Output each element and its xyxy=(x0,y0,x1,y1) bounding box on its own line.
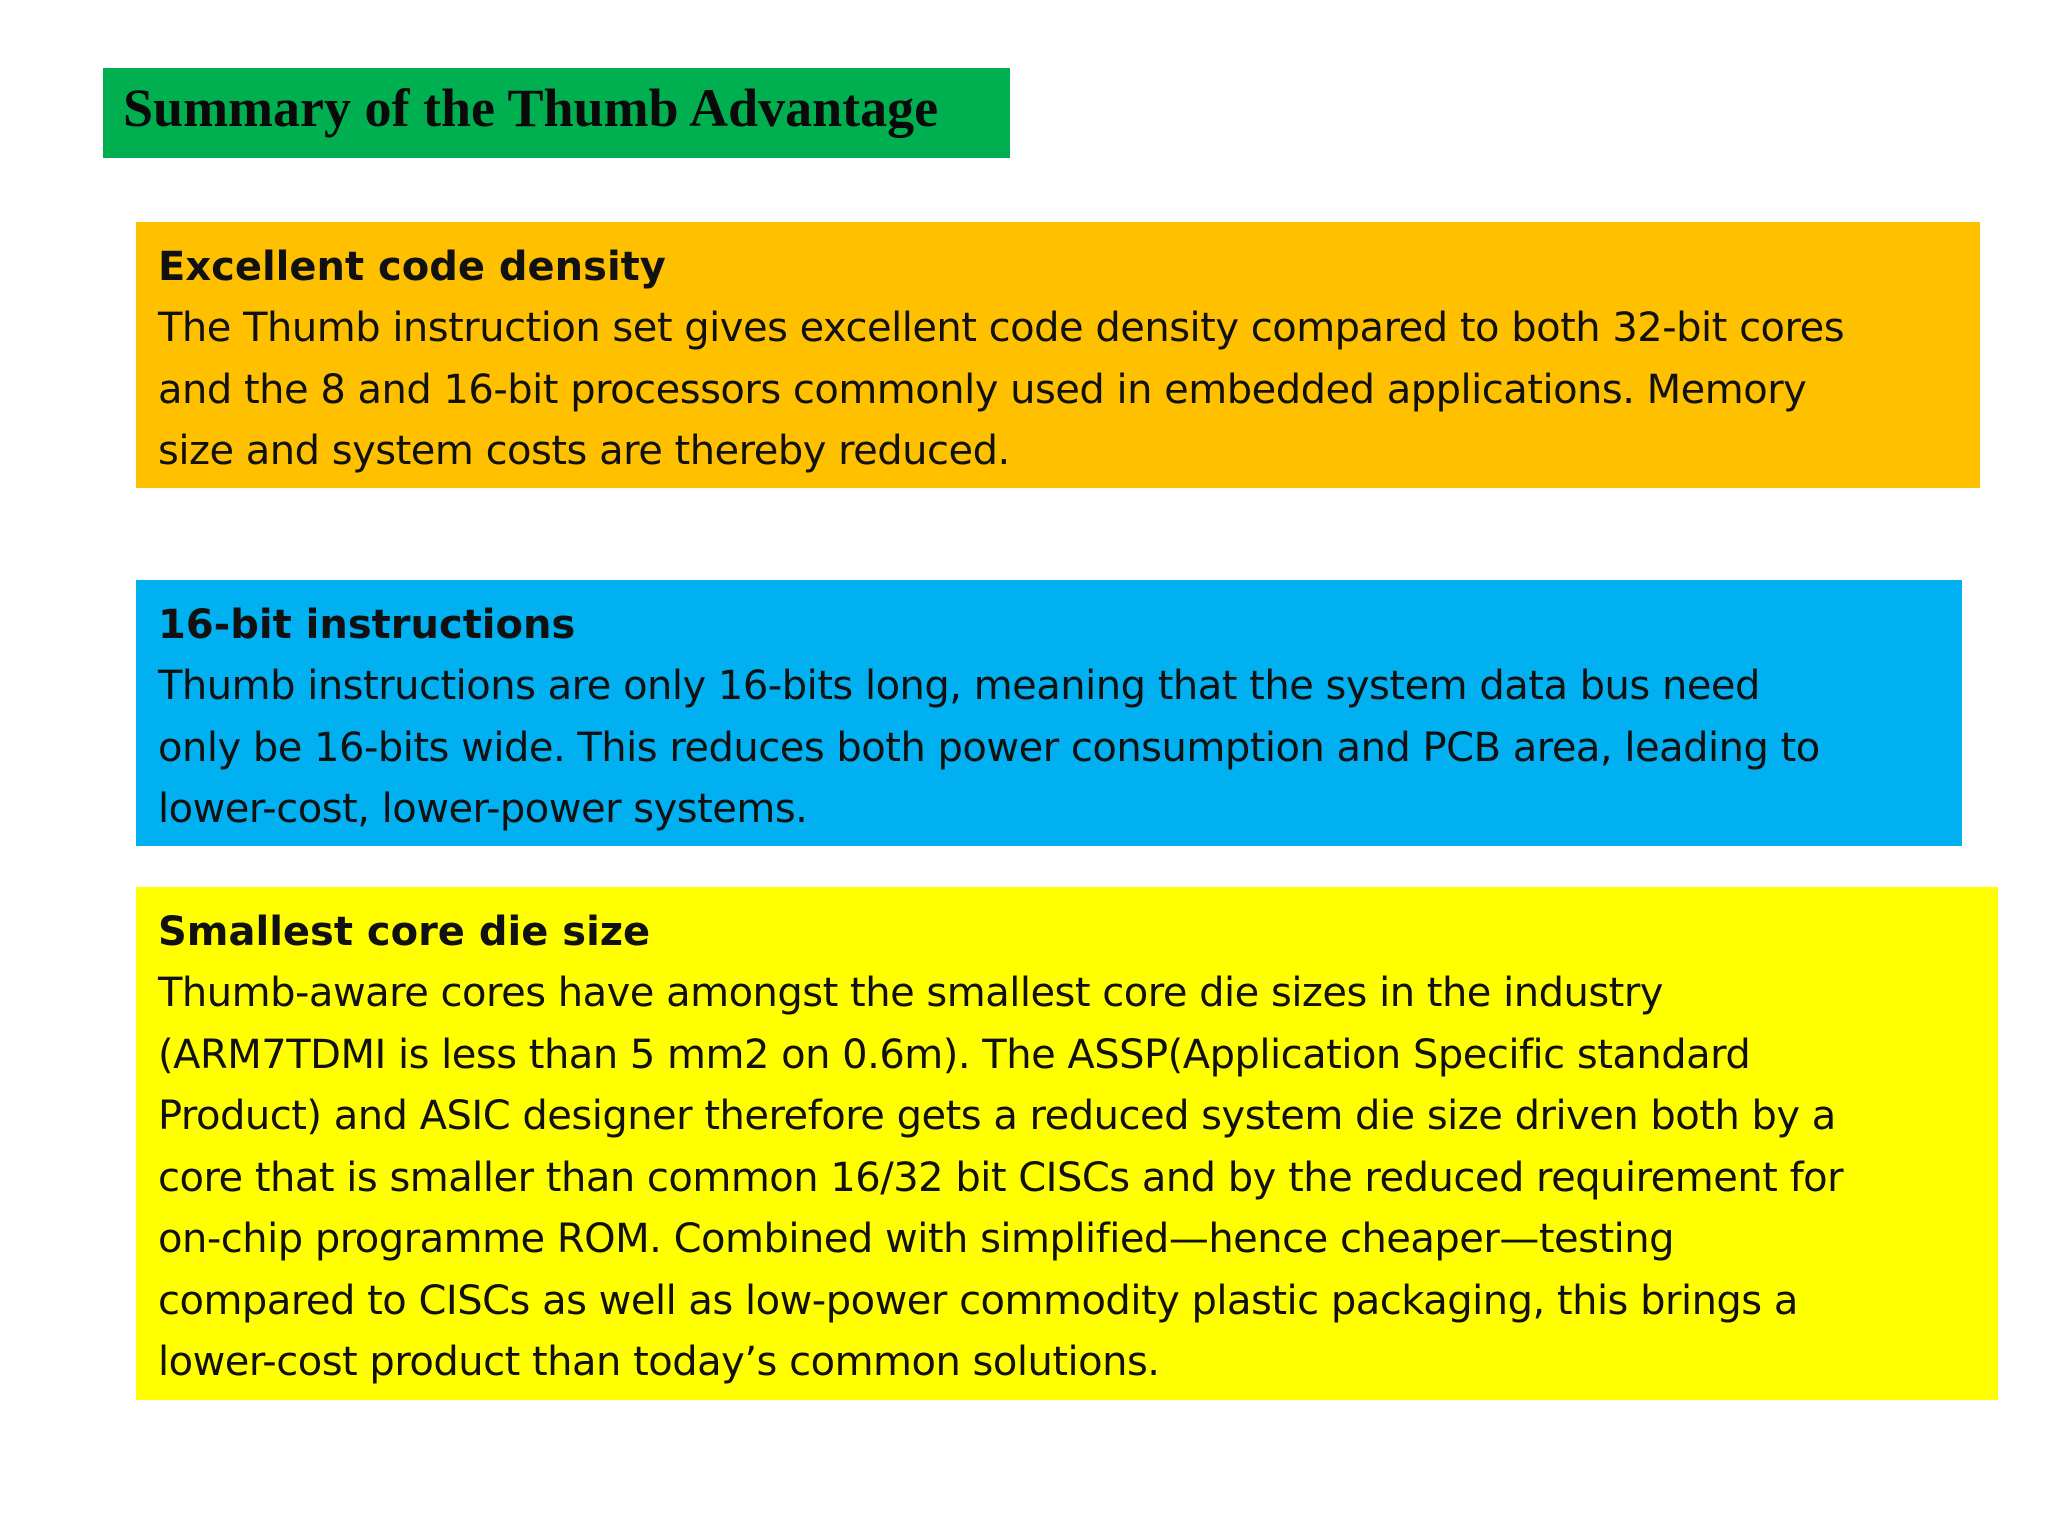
body-line: lower-cost, lower-power systems. xyxy=(158,786,808,832)
body-line: and the 8 and 16-bit processors commonly used in embedded applications. Memory xyxy=(158,366,1807,413)
body-line: core that is smaller than common 16/32 bit CISCs and by the reduced requirement for xyxy=(158,1154,1844,1201)
slide-title: Summary of the Thumb Advantage xyxy=(103,68,1010,158)
code-density-heading: Excellent code density xyxy=(158,244,666,290)
body-line: Thumb-aware cores have amongst the smallest core die sizes in the industry xyxy=(158,970,1663,1016)
sixteen-bit-instructions-body xyxy=(158,656,1940,841)
body-line: (ARM7TDMI is less than 5 mm2 on 0.6m). The ASSP(Application Specific standard xyxy=(158,1031,1751,1078)
code-density-body xyxy=(158,298,1958,483)
body-line: The Thumb instruction set gives excellent code density compared to both 32-bit cores xyxy=(158,305,1845,351)
body-line: only be 16-bits wide. This reduces both power consumption and PCB area, leading to xyxy=(158,724,1820,771)
core-die-size-heading: Smallest core die size xyxy=(158,909,651,955)
sixteen-bit-instructions-box xyxy=(136,580,1962,846)
core-die-size-box xyxy=(136,887,1998,1400)
body-line: size and system costs are thereby reduced. xyxy=(158,428,1010,474)
body-line: compared to CISCs as well as low-power commodity plastic packaging, this brings a xyxy=(158,1277,1798,1324)
sixteen-bit-instructions-heading: 16-bit instructions xyxy=(158,602,576,648)
core-die-size-body xyxy=(158,963,1976,1394)
body-line: Product) and ASIC designer therefore gets a reduced system die size driven both by a xyxy=(158,1093,1836,1139)
code-density-box xyxy=(136,222,1980,488)
body-line: lower-cost product than today’s common solutions. xyxy=(158,1339,1160,1385)
body-line: on-chip programme ROM. Combined with simplified—hence cheaper—testing xyxy=(158,1216,1675,1262)
body-line: Thumb instructions are only 16-bits long, meaning that the system data bus need xyxy=(158,663,1760,709)
